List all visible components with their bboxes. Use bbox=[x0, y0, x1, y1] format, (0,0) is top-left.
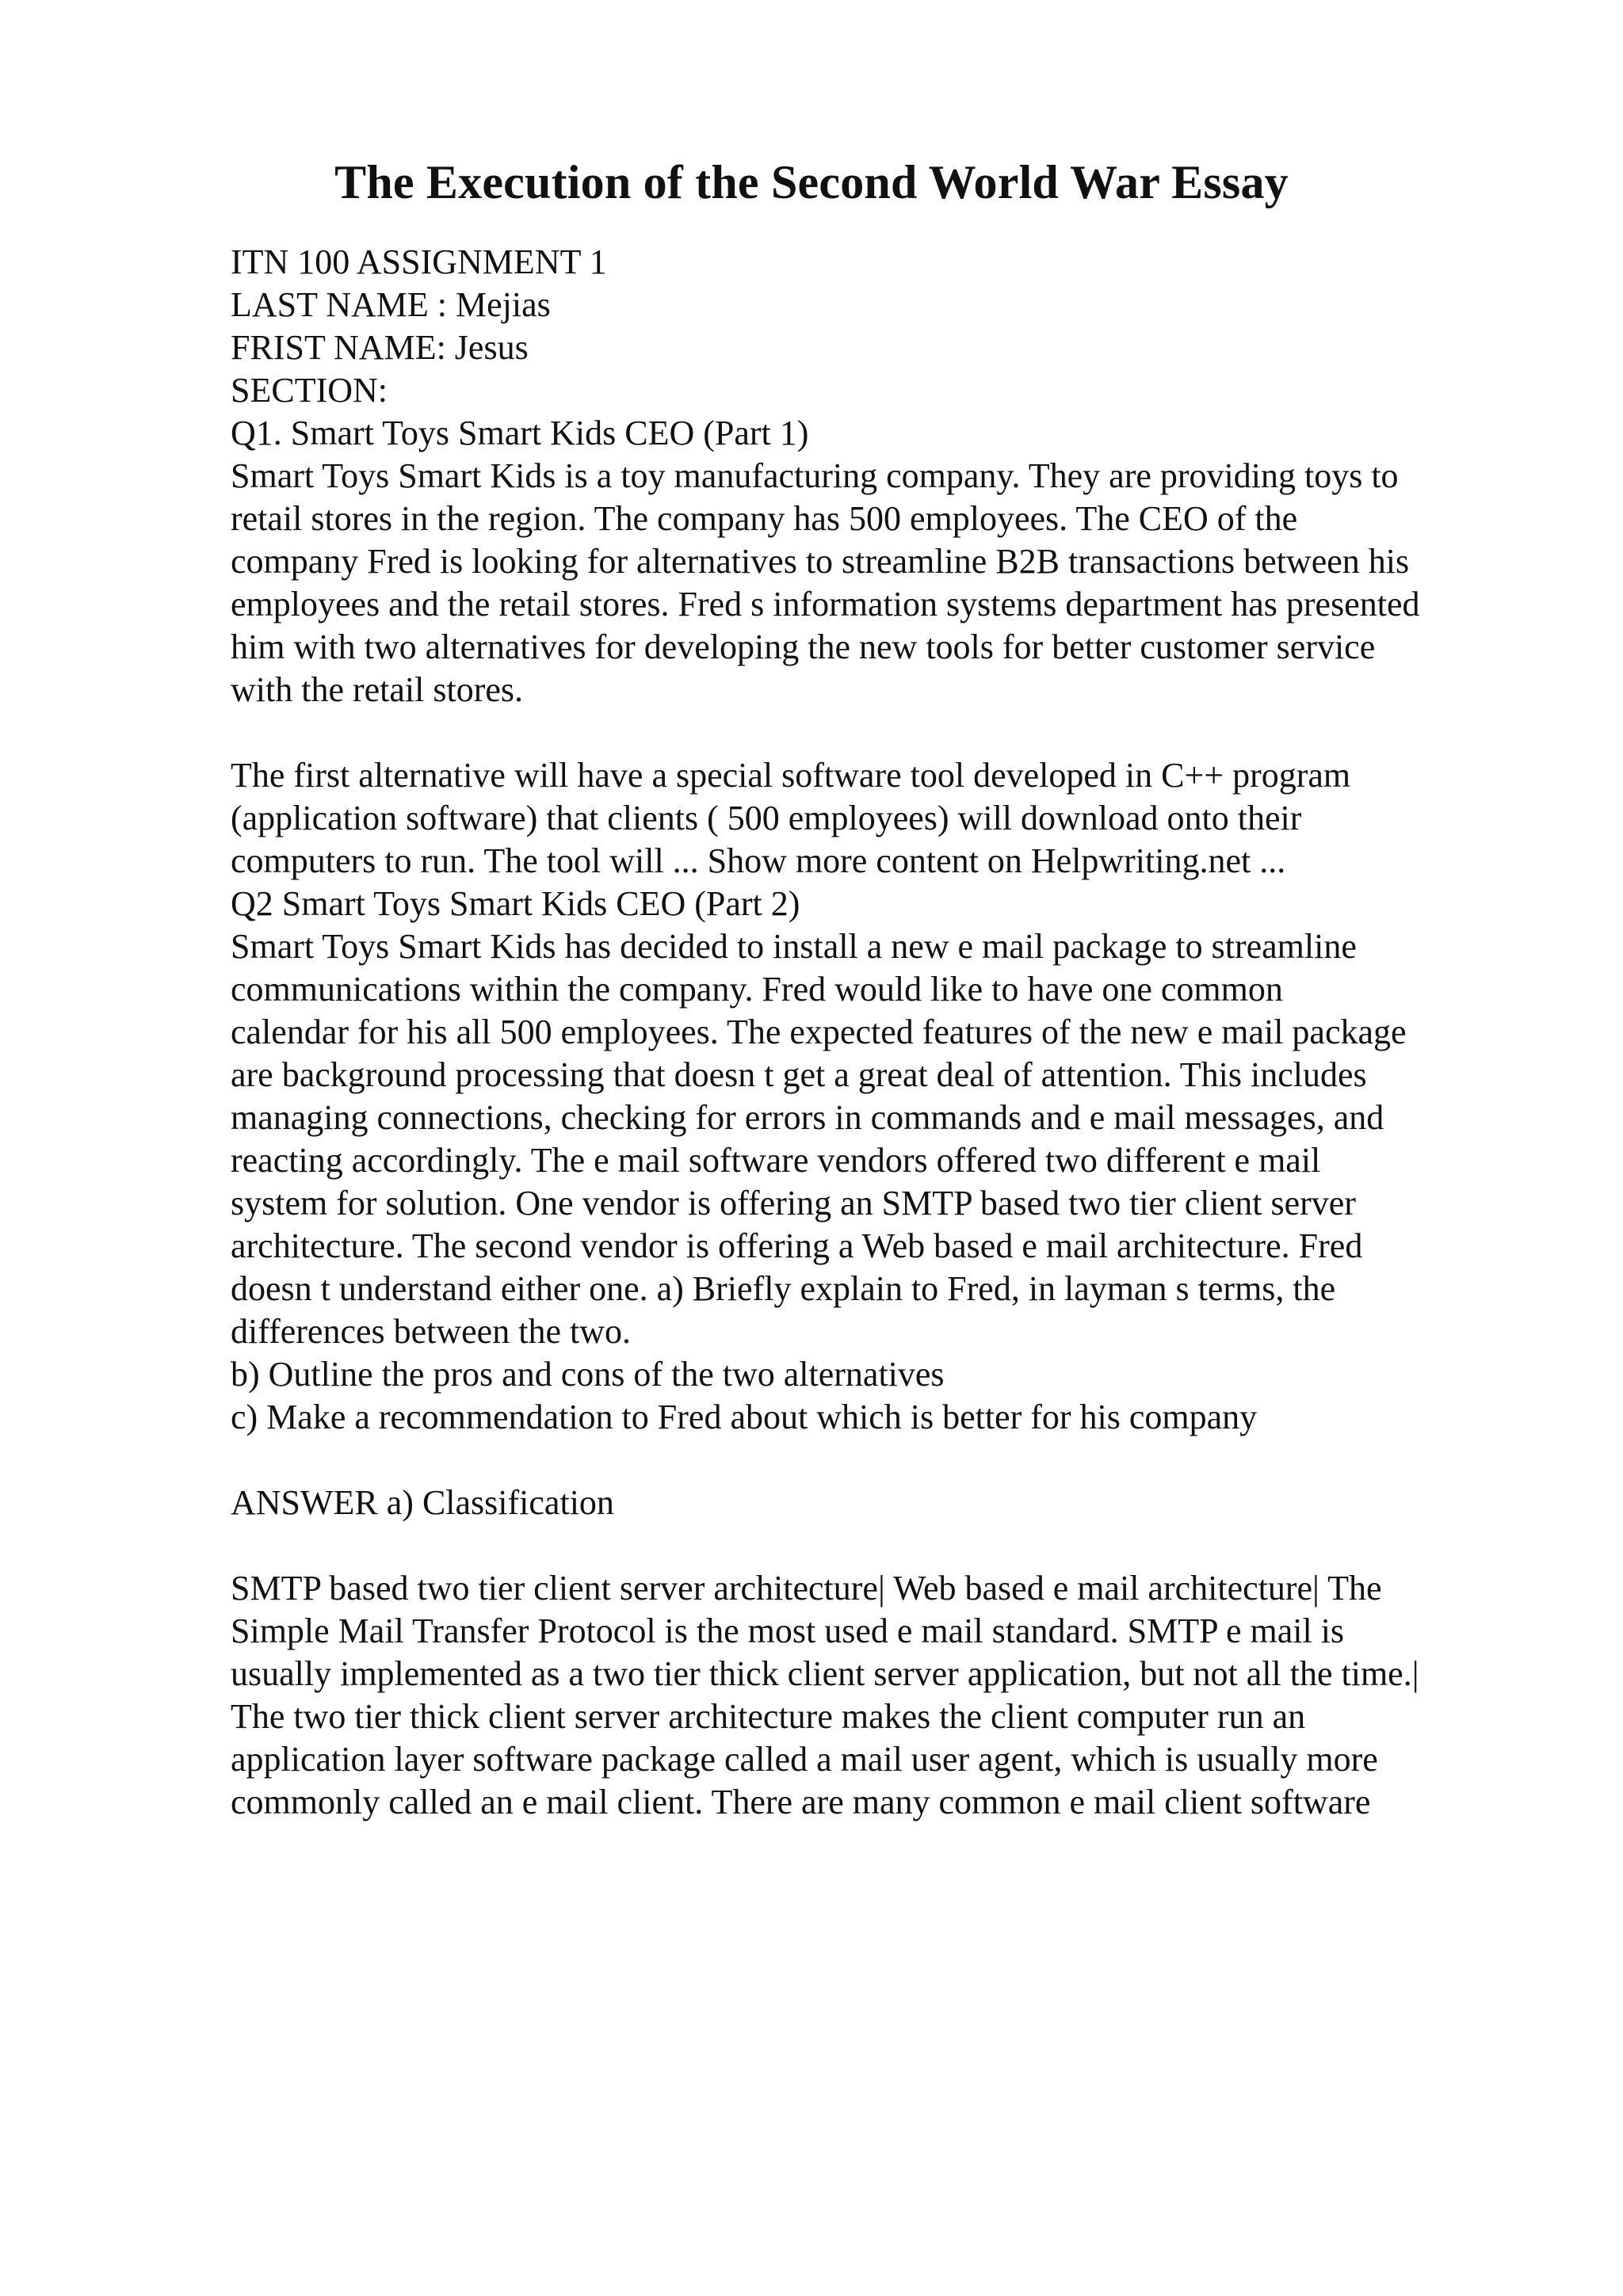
q2-paragraph-line: Smart Toys Smart Kids has decided to install a new e mail package to streamline bbox=[231, 927, 1357, 966]
q2-paragraph-line: b) Outline the pros and cons of the two alternatives bbox=[231, 1355, 945, 1394]
q1-paragraph-2-line: The first alternative will have a special software tool developed in C++ program bbox=[231, 756, 1351, 795]
header-line-section: SECTION: bbox=[231, 371, 388, 410]
q1-paragraph-1-line: company Fred is looking for alternatives to streamline B2B transactions between his bbox=[231, 542, 1410, 581]
document-title: The Execution of the Second World War Essay bbox=[334, 156, 1289, 208]
paragraph-spacer bbox=[231, 711, 1530, 754]
answer-paragraph-line: SMTP based two tier client server architecture| Web based e mail architecture| The bbox=[231, 1569, 1382, 1608]
answer-paragraph-line: The two tier thick client server architecture makes the client computer run an bbox=[231, 1697, 1306, 1736]
q2-paragraph-line: managing connections, checking for errors in commands and e mail messages, and bbox=[231, 1098, 1384, 1137]
q2-paragraph-line: reacting accordingly. The e mail software vendors offered two different e mail bbox=[231, 1141, 1321, 1180]
q2-heading: Q2 Smart Toys Smart Kids CEO (Part 2) bbox=[231, 884, 800, 923]
paragraph-spacer bbox=[231, 1439, 1530, 1482]
q2-paragraph-line: architecture. The second vendor is offering a Web based e mail architecture. Fred bbox=[231, 1226, 1363, 1265]
q1-paragraph-2-line: (application software) that clients ( 500 employees) will download onto their bbox=[231, 799, 1302, 837]
header-line-course: ITN 100 ASSIGNMENT 1 bbox=[231, 242, 607, 281]
q2-paragraph-line: c) Make a recommendation to Fred about which is better for his company bbox=[231, 1398, 1258, 1436]
q2-paragraph-line: are background processing that doesn t get a great deal of attention. This includes bbox=[231, 1055, 1367, 1094]
answer-paragraph-line: commonly called an e mail client. There are many common e mail client software bbox=[231, 1783, 1371, 1821]
q1-paragraph-2-line: computers to run. The tool will ... Show more content on Helpwriting.net ... bbox=[231, 841, 1286, 880]
answer-heading: ANSWER a) Classification bbox=[231, 1483, 614, 1522]
document-body bbox=[231, 241, 1530, 1824]
q2-paragraph-line: communications within the company. Fred would like to have one common bbox=[231, 970, 1283, 1009]
answer-paragraph-line: Simple Mail Transfer Protocol is the most used e mail standard. SMTP e mail is bbox=[231, 1611, 1345, 1650]
q1-heading: Q1. Smart Toys Smart Kids CEO (Part 1) bbox=[231, 414, 809, 452]
answer-paragraph-line: application layer software package called a mail user agent, which is usually more bbox=[231, 1740, 1378, 1779]
paragraph-spacer bbox=[231, 1524, 1530, 1567]
q1-paragraph-1-line: retail stores in the region. The company has 500 employees. The CEO of the bbox=[231, 499, 1298, 538]
q2-paragraph-line: system for solution. One vendor is offering an SMTP based two tier client server bbox=[231, 1184, 1356, 1222]
q2-paragraph-line: doesn t understand either one. a) Briefly explain to Fred, in layman s terms, the bbox=[231, 1269, 1336, 1308]
q1-paragraph-1-line: with the retail stores. bbox=[231, 670, 524, 709]
header-line-last-name: LAST NAME : Mejias bbox=[231, 285, 551, 324]
answer-paragraph-line: usually implemented as a two tier thick client server application, but not all the time.| bbox=[231, 1654, 1419, 1693]
q1-paragraph-1-line: him with two alternatives for developing the new tools for better customer service bbox=[231, 627, 1376, 666]
q1-paragraph-1-line: Smart Toys Smart Kids is a toy manufacturing company. They are providing toys to bbox=[231, 456, 1399, 495]
q2-paragraph-line: differences between the two. bbox=[231, 1312, 631, 1351]
q1-paragraph-1-line: employees and the retail stores. Fred s information systems department has presented bbox=[231, 585, 1420, 624]
q2-paragraph-line: calendar for his all 500 employees. The expected features of the new e mail package bbox=[231, 1013, 1407, 1051]
header-line-first-name: FRIST NAME: Jesus bbox=[231, 328, 529, 367]
